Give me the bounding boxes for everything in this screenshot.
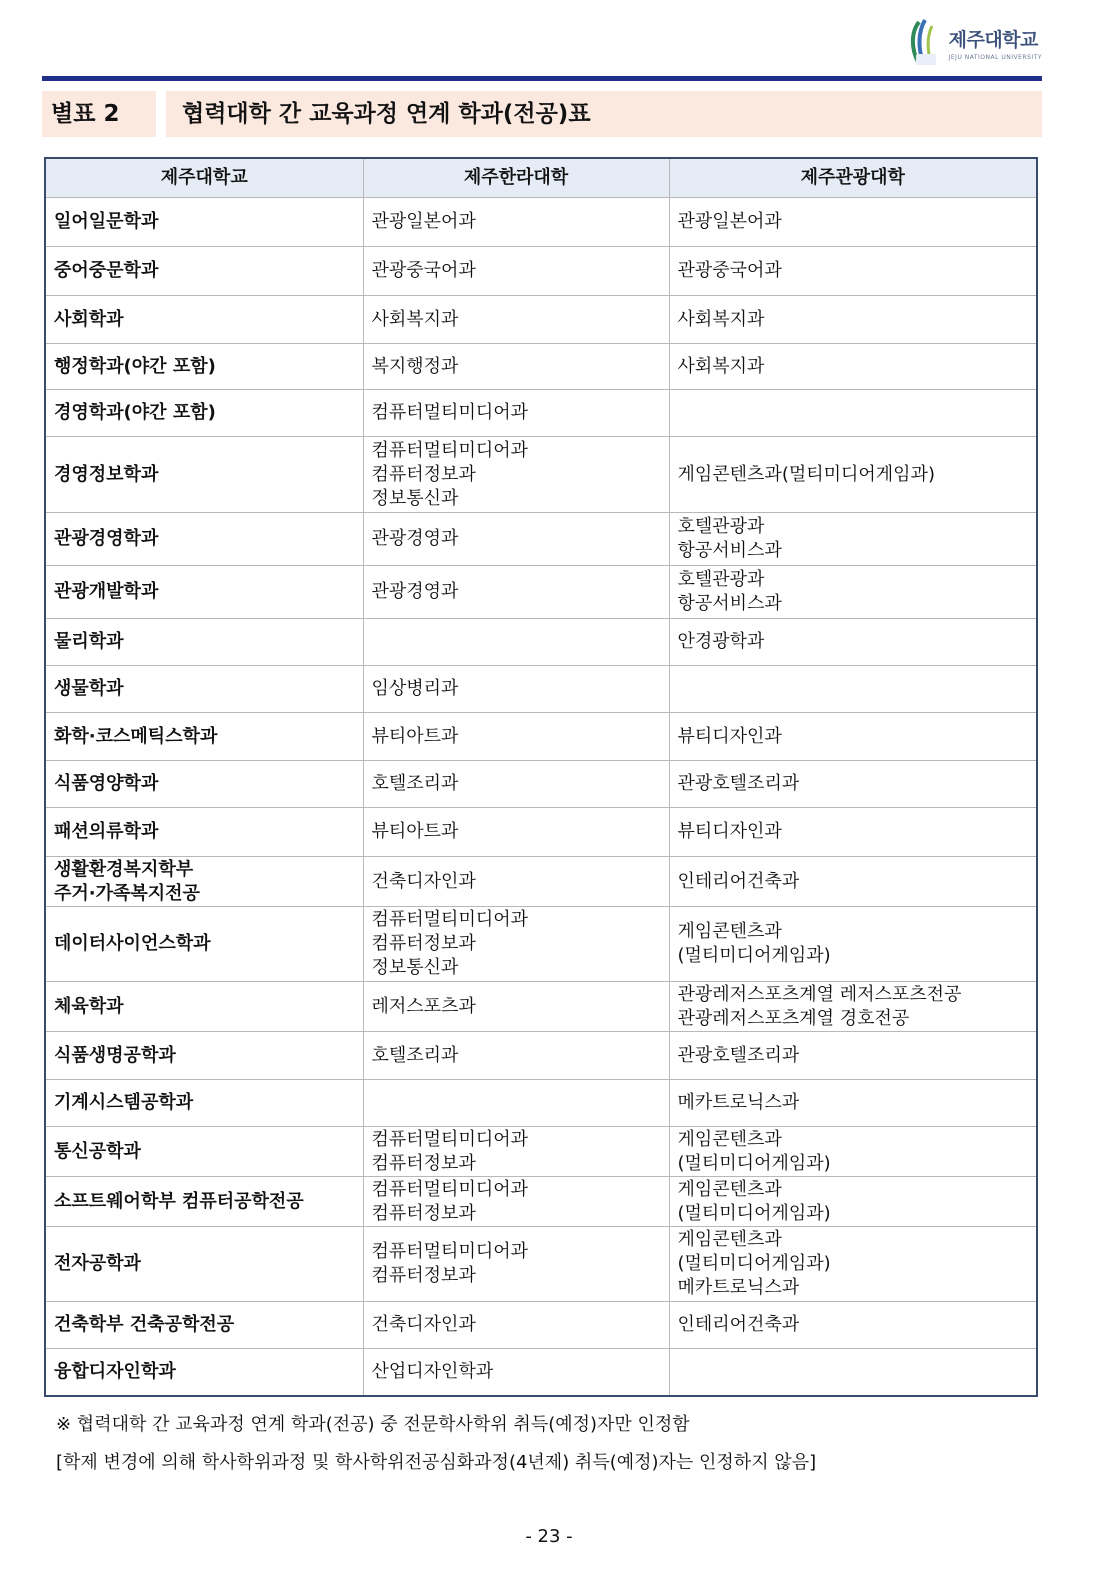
cell-halla-dept	[363, 907, 669, 982]
cell-text: 정보통신과	[371, 957, 459, 978]
cell-halla-dept	[363, 247, 669, 296]
cell-halla-dept	[363, 344, 669, 390]
cell-text: 패션의류학과	[54, 821, 159, 842]
cell-text: 체육학과	[54, 995, 124, 1017]
cell-jeju-dept	[45, 857, 363, 907]
cell-text: 화학·코스메틱스학과	[54, 725, 218, 747]
cell-jeju-dept	[45, 1177, 363, 1227]
cell-text: (멀티미디어게임과)	[677, 1202, 831, 1224]
cell-jeju-dept	[45, 344, 363, 390]
cell-tourism-dept	[669, 344, 1037, 390]
page-number: - 23 -	[525, 1526, 573, 1547]
cell-text: 컴퓨터정보과	[371, 1265, 476, 1286]
cell-halla-dept	[363, 761, 669, 808]
cell-text: 관광경영과	[371, 528, 459, 549]
cell-halla-dept	[363, 1177, 669, 1227]
university-logo	[909, 18, 1042, 68]
cell-text: 통신공학과	[54, 1140, 141, 1162]
cell-jeju-dept	[45, 198, 363, 247]
table-row	[45, 296, 1037, 344]
cell-jeju-dept	[45, 566, 363, 619]
cell-tourism-dept	[669, 1349, 1037, 1396]
cell-text: 뷰티아트과	[371, 821, 459, 842]
cell-text: 게임콘텐츠과	[677, 1128, 782, 1150]
table-row	[45, 619, 1037, 666]
cell-tourism-dept	[669, 437, 1037, 513]
cell-tourism-dept	[669, 907, 1037, 982]
cell-text: 행정학과(야간 포함)	[54, 355, 216, 377]
cell-text: 전자공학과	[54, 1253, 141, 1274]
cell-text: 소프트웨어학부 컴퓨터공학전공	[54, 1190, 304, 1212]
cell-text: 관광중국어과	[371, 260, 476, 281]
table-row	[45, 1080, 1037, 1127]
cell-text: 컴퓨터멀티미디어과	[371, 1128, 528, 1150]
table-row	[45, 713, 1037, 761]
header-rule	[42, 76, 1042, 81]
department-table	[44, 157, 1038, 1397]
cell-halla-dept	[363, 619, 669, 666]
cell-text: 안경광학과	[677, 631, 765, 652]
cell-jeju-dept	[45, 1032, 363, 1080]
cell-text: 항공서비스과	[677, 540, 782, 561]
cell-text: 관광경영과	[371, 581, 459, 602]
table-row	[45, 907, 1037, 982]
cell-text: (멀티미디어게임과)	[677, 1152, 831, 1174]
cell-text: 융합디자인학과	[54, 1360, 176, 1382]
logo-name: 제주대학교	[948, 29, 1038, 51]
cell-text: 관광개발학과	[54, 581, 159, 602]
cell-text: 주거·가족복지전공	[54, 882, 200, 904]
cell-text: 레저스포츠과	[371, 995, 476, 1017]
cell-halla-dept	[363, 1032, 669, 1080]
cell-halla-dept	[363, 437, 669, 513]
cell-text: 관광중국어과	[677, 260, 782, 281]
cell-tourism-dept	[669, 566, 1037, 619]
cell-tourism-dept	[669, 1227, 1037, 1302]
cell-text: 임상병리과	[371, 678, 459, 699]
cell-text: 기계시스템공학과	[54, 1092, 194, 1113]
cell-jeju-dept	[45, 761, 363, 808]
cell-text: 식품영양학과	[54, 773, 159, 794]
table-row	[45, 1177, 1037, 1227]
cell-text: 사회복지과	[677, 355, 765, 377]
logo-subtitle: JEJU NATIONAL UNIVERSITY	[948, 54, 1042, 61]
cell-jeju-dept	[45, 437, 363, 513]
cell-text: 관광호텔조리과	[677, 773, 800, 794]
header-halla-univ: 제주한라대학	[363, 158, 669, 198]
cell-text: 컴퓨터정보과	[371, 933, 476, 954]
cell-halla-dept	[363, 1302, 669, 1349]
table-row	[45, 761, 1037, 808]
cell-text: (멀티미디어게임과)	[677, 1253, 831, 1274]
emblem-icon	[909, 18, 943, 68]
cell-halla-dept	[363, 1227, 669, 1302]
cell-tourism-dept	[669, 1127, 1037, 1177]
cell-text: 뷰티디자인과	[677, 821, 782, 842]
table-row	[45, 1032, 1037, 1080]
cell-halla-dept	[363, 666, 669, 713]
cell-text: 메카트로닉스과	[677, 1092, 800, 1113]
table-row	[45, 1302, 1037, 1349]
table-row	[45, 857, 1037, 907]
cell-text: 건축학부 건축공학전공	[54, 1314, 235, 1335]
cell-text: 사회복지과	[371, 308, 459, 330]
title-row	[42, 91, 1042, 137]
cell-jeju-dept	[45, 1227, 363, 1302]
cell-jeju-dept	[45, 907, 363, 982]
cell-text: 게임콘텐츠과(멀티미디어게임과)	[677, 463, 935, 485]
cell-tourism-dept	[669, 296, 1037, 344]
cell-text: 컴퓨터멀티미디어과	[371, 1241, 528, 1262]
cell-halla-dept	[363, 982, 669, 1032]
table-header-row	[45, 158, 1037, 198]
cell-tourism-dept	[669, 666, 1037, 713]
cell-halla-dept	[363, 1080, 669, 1127]
cell-text: 건축디자인과	[371, 1314, 476, 1335]
cell-text: 컴퓨터정보과	[371, 1152, 476, 1174]
table-row	[45, 390, 1037, 437]
table-row	[45, 808, 1037, 857]
cell-jeju-dept	[45, 390, 363, 437]
cell-jeju-dept	[45, 1127, 363, 1177]
cell-tourism-dept	[669, 713, 1037, 761]
cell-text: 관광일본어과	[371, 211, 476, 232]
table-row	[45, 344, 1037, 390]
cell-halla-dept	[363, 1127, 669, 1177]
cell-text: 중어중문학과	[54, 260, 159, 281]
note-line-1: ※ 협력대학 간 교육과정 연계 학과(전공) 중 전문학사학위 취득(예정)자만 인정함	[56, 1414, 690, 1435]
cell-tourism-dept	[669, 513, 1037, 566]
note-line-2: [학제 변경에 의해 학사학위과정 및 학사학위전공심화과정(4년제) 취득(예정)자는 인정하지 않음]	[56, 1452, 817, 1473]
cell-text: 관광일본어과	[677, 211, 782, 232]
cell-text: 컴퓨터정보과	[371, 463, 476, 485]
cell-halla-dept	[363, 808, 669, 857]
table-row	[45, 982, 1037, 1032]
table-row	[45, 198, 1037, 247]
cell-text: 호텔조리과	[371, 1044, 459, 1066]
cell-jeju-dept	[45, 713, 363, 761]
cell-text: 게임콘텐츠과	[677, 921, 782, 942]
cell-text: 컴퓨터멀티미디어과	[371, 1178, 528, 1200]
cell-tourism-dept	[669, 1177, 1037, 1227]
cell-text: 일어일문학과	[54, 211, 159, 232]
table-row	[45, 513, 1037, 566]
page-title: 협력대학 간 교육과정 연계 학과(전공)표	[166, 91, 1042, 137]
table-row	[45, 1127, 1037, 1177]
header-tourism-univ: 제주관광대학	[669, 158, 1037, 198]
cell-halla-dept	[363, 198, 669, 247]
cell-text: 관광호텔조리과	[677, 1044, 800, 1066]
table-row	[45, 666, 1037, 713]
cell-tourism-dept	[669, 247, 1037, 296]
cell-text: 메카트로닉스과	[677, 1277, 800, 1298]
cell-text: 컴퓨터정보과	[371, 1202, 476, 1224]
cell-text: 산업디자인학과	[371, 1360, 494, 1382]
cell-jeju-dept	[45, 1080, 363, 1127]
table-row	[45, 437, 1037, 513]
cell-text: 게임콘텐츠과	[677, 1178, 782, 1200]
cell-tourism-dept	[669, 1302, 1037, 1349]
cell-text: 컴퓨터멀티미디어과	[371, 402, 528, 423]
cell-jeju-dept	[45, 247, 363, 296]
cell-jeju-dept	[45, 1349, 363, 1396]
table-row	[45, 566, 1037, 619]
table-row	[45, 1227, 1037, 1302]
cell-text: 뷰티디자인과	[677, 725, 782, 747]
cell-tourism-dept	[669, 857, 1037, 907]
cell-text: 경영정보학과	[54, 463, 159, 485]
appendix-label: 별표 2	[42, 91, 156, 137]
cell-halla-dept	[363, 857, 669, 907]
cell-tourism-dept	[669, 1032, 1037, 1080]
cell-halla-dept	[363, 713, 669, 761]
cell-text: 컴퓨터멀티미디어과	[371, 909, 528, 930]
cell-tourism-dept	[669, 982, 1037, 1032]
cell-halla-dept	[363, 1349, 669, 1396]
cell-jeju-dept	[45, 296, 363, 344]
cell-text: 경영학과(야간 포함)	[54, 402, 216, 423]
cell-jeju-dept	[45, 666, 363, 713]
cell-halla-dept	[363, 296, 669, 344]
cell-text: 인테리어건축과	[677, 1314, 800, 1335]
cell-tourism-dept	[669, 619, 1037, 666]
cell-text: (멀티미디어게임과)	[677, 945, 831, 966]
cell-text: 호텔조리과	[371, 773, 459, 794]
cell-jeju-dept	[45, 1302, 363, 1349]
cell-tourism-dept	[669, 1080, 1037, 1127]
cell-text: 관광레저스포츠계열 레저스포츠전공	[677, 983, 962, 1005]
cell-tourism-dept	[669, 761, 1037, 808]
cell-text: 물리학과	[54, 631, 124, 652]
cell-text: 식품생명공학과	[54, 1044, 176, 1066]
cell-halla-dept	[363, 513, 669, 566]
cell-text: 뷰티아트과	[371, 725, 459, 747]
header-jeju-univ: 제주대학교	[45, 158, 363, 198]
cell-jeju-dept	[45, 982, 363, 1032]
cell-text: 관광경영학과	[54, 528, 159, 549]
cell-text: 게임콘텐츠과	[677, 1229, 782, 1250]
cell-text: 데이터사이언스학과	[54, 933, 211, 954]
cell-text: 사회학과	[54, 308, 124, 330]
cell-text: 생물학과	[54, 678, 124, 699]
cell-halla-dept	[363, 390, 669, 437]
cell-text: 컴퓨터멀티미디어과	[371, 439, 528, 461]
cell-text: 호텔관광과	[677, 569, 765, 590]
cell-text: 호텔관광과	[677, 516, 765, 537]
cell-text: 정보통신과	[371, 487, 459, 509]
cell-text: 인테리어건축과	[677, 870, 800, 892]
table-row	[45, 247, 1037, 296]
table-row	[45, 1349, 1037, 1396]
cell-tourism-dept	[669, 808, 1037, 857]
cell-text: 관광레저스포츠계열 경호전공	[677, 1007, 910, 1029]
cell-tourism-dept	[669, 390, 1037, 437]
cell-text: 항공서비스과	[677, 593, 782, 614]
cell-jeju-dept	[45, 513, 363, 566]
cell-text: 사회복지과	[677, 308, 765, 330]
cell-jeju-dept	[45, 808, 363, 857]
cell-jeju-dept	[45, 619, 363, 666]
cell-text: 건축디자인과	[371, 870, 476, 892]
cell-text: 복지행정과	[371, 355, 459, 377]
cell-halla-dept	[363, 566, 669, 619]
cell-tourism-dept	[669, 198, 1037, 247]
cell-text: 생활환경복지학부	[54, 858, 194, 880]
